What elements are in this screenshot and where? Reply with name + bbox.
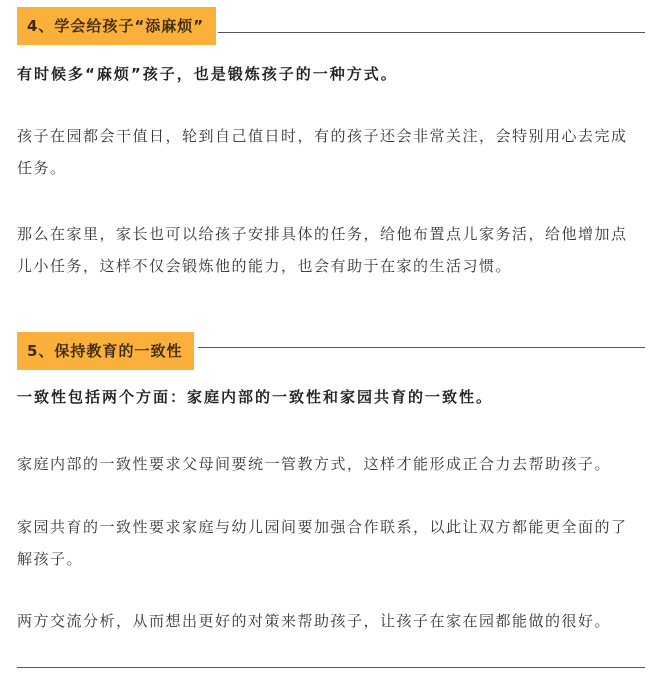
section-5-header (17, 332, 194, 370)
section-4-intro: 有时候多“麻烦”孩子，也是锻炼孩子的一种方式。 (17, 65, 398, 83)
bottom-rule (17, 667, 645, 668)
section-4-paragraph-1: 孩子在园都会干值日，轮到自己值日时，有的孩子还会非常关注，会特别用心去完成任务。 (17, 127, 628, 177)
section-5-title: 5、保持教育的一致性 (17, 332, 194, 370)
section-5-paragraph-1: 家庭内部的一致性要求父母间要统一管教方式，这样才能形成正合力去帮助孩子。 (17, 455, 612, 473)
section-4-rule (218, 32, 645, 33)
section-5-paragraph-3: 两方交流分析，从而想出更好的对策来帮助孩子，让孩子在家在园都能做的很好。 (17, 612, 612, 630)
section-5-intro: 一致性包括两个方面：家庭内部的一致性和家园共育的一致性。 (17, 388, 494, 406)
section-4-title: 4、学会给孩子“添麻烦” (17, 7, 216, 45)
section-4-paragraph-2: 那么在家里，家长也可以给孩子安排具体的任务，给他布置点儿家务活，给他增加点儿小任务，这样不仅会锻炼他的能力，也会有助于在家的生活习惯。 (17, 225, 628, 275)
section-5-paragraph-2: 家园共育的一致性要求家庭与幼儿园间要加强合作联系，以此让双方都能更全面的了解孩子。 (17, 518, 628, 568)
section-5-rule (198, 347, 645, 348)
section-4-header (17, 7, 216, 45)
